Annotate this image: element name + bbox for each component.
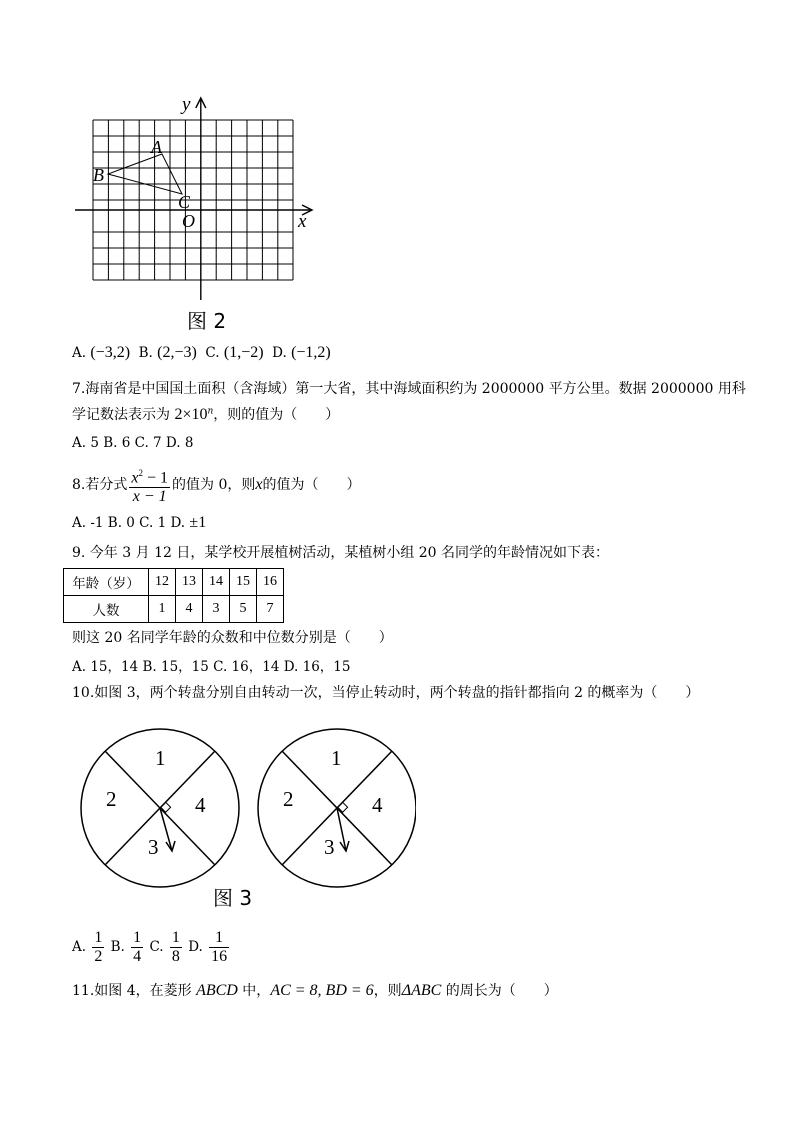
- figure-3-caption: 图 3: [213, 886, 253, 910]
- q7-stem-line2: 学记数法表示为 $2\times 10^n$，则的值为（ ）: [72, 406, 340, 423]
- svg-text:2: 2: [106, 787, 117, 811]
- label-a: A: [151, 137, 162, 157]
- q7-stem-line1: 7.海南省是中国国土面积（含海域）第一大省，其中海域面积约为 2000000 平方公里。数据 2000000 用科: [72, 381, 746, 397]
- figure-2-grid-diagram: [70, 92, 320, 337]
- label-x: x: [298, 211, 307, 232]
- svg-text:4: 4: [195, 793, 206, 817]
- q8-stem: 8.若分式 $\frac{x^2 - 1}{x - 1}$ 的值为 0，则x的值为（ ）: [72, 464, 360, 506]
- figure-3-spinners: [76, 720, 416, 915]
- q6-option-b-value: (2,−3): [157, 344, 197, 361]
- q9-question: 则这 20 名同学年龄的众数和中位数分别是（ ）: [72, 630, 393, 646]
- q10-stem: 10.如图 3，两个转盘分别自由转动一次，当停止转动时，两个转盘的指针都指向 2 的概率为（ ）: [72, 685, 700, 701]
- label-b: B: [93, 165, 104, 185]
- q11-stem: 11.如图 4，在菱形 ABCD 中，AC = 8, BD = 6，则ΔABC 的周长为（ ）: [72, 982, 558, 999]
- table-row: 人数 1 4 3 5 7: [64, 596, 284, 623]
- q10-option-c-fraction: $\frac{1}{8}$: [171, 929, 180, 965]
- q10-option-d-fraction: $\frac{1}{16}$: [211, 929, 228, 965]
- q8-fraction: $\frac{x^2 - 1}{x - 1}$: [129, 464, 170, 506]
- q9-options: A. 15，14 B. 15，15 C. 16，14 D. 16，15: [72, 659, 351, 675]
- q8-options: A. -1 B. 0 C. 1 D. ±1: [72, 514, 207, 531]
- q10-options: A. $\frac{1}{2}$ B. $\frac{1}{4}$ C. $\frac{1}{8}$ D. $\frac{1}{16}$: [72, 929, 228, 965]
- q6-option-d-value: (−1,2): [291, 344, 331, 361]
- q10-option-a-fraction: $\frac{1}{2}$: [94, 929, 103, 965]
- figure-2-caption: 图 2: [187, 309, 227, 333]
- q6-options: A. (−3,2) B. (2,−3) C. (1,−2) D. (−1,2): [72, 344, 331, 361]
- age-table: [63, 568, 284, 623]
- svg-text:1: 1: [155, 746, 166, 770]
- triangle-abc: [108, 154, 182, 194]
- svg-text:3: 3: [148, 835, 159, 859]
- label-c: C: [178, 192, 191, 212]
- q10-option-b-fraction: $\frac{1}{4}$: [133, 929, 142, 965]
- label-origin: O: [182, 211, 195, 231]
- svg-text:1: 1: [331, 746, 342, 770]
- q9-stem: 9. 今年 3 月 12 日，某学校开展植树活动，某植树小组 20 名同学的年龄情况如下表：: [72, 545, 610, 561]
- table-row: 年龄（岁） 12 13 14 15 16: [64, 569, 284, 596]
- q6-option-c-value: (1,−2): [223, 344, 264, 361]
- svg-text:4: 4: [372, 793, 383, 817]
- q6-option-a-value: (−3,2): [90, 344, 131, 361]
- q7-options: A. 5 B. 6 C. 7 D. 8: [72, 435, 194, 451]
- svg-text:2: 2: [283, 787, 294, 811]
- svg-text:3: 3: [324, 835, 335, 859]
- label-y: y: [182, 94, 191, 115]
